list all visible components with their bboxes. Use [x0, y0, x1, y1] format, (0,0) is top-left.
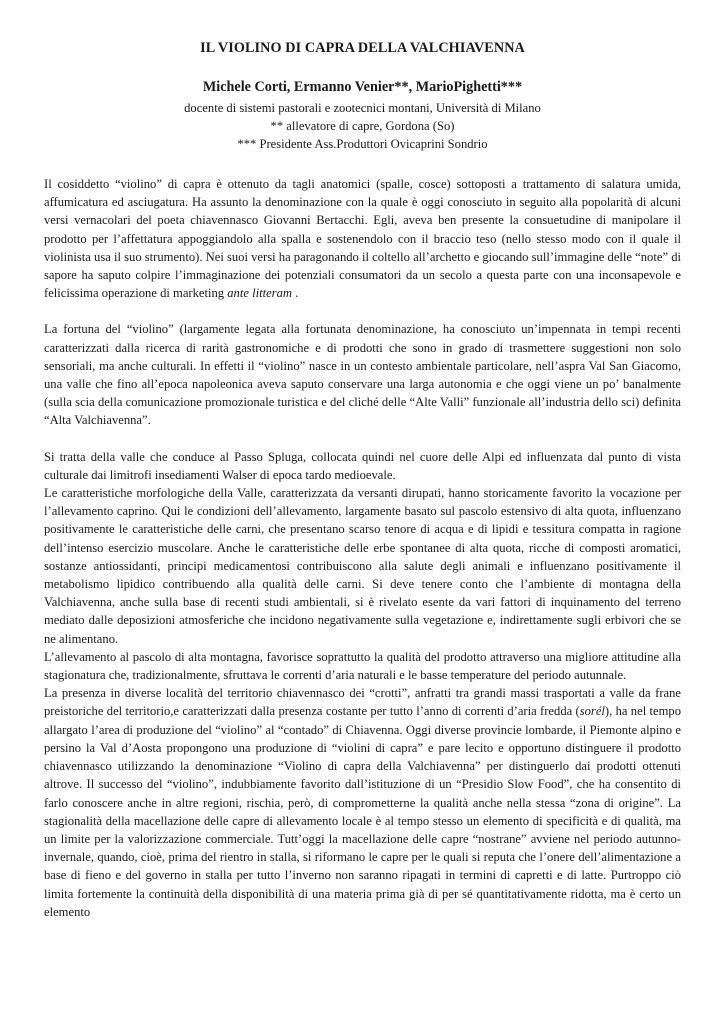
paragraph-4-text: Le caratteristiche morfologiche della Valle, caratterizzata da versanti dirupati, hanno storicamente favorito la vocazione per l’allevamento caprino. Qui le condizioni dell’allevamento, largamente basato sul pascolo estensivo di alta quota, influenzano positivamente le caratteristiche delle carni, che presentano scarso tenore di acqua e di lipidi e tessitura compatta in ragione dell’intenso esercizio muscolare. Anche le caratteristiche delle erbe spontanee di alta quota, ricche di composti aromatici, sostanze antiossidanti, principi medicamentosi contribuiscono alla salute degli animali e influenzano positivamente il metabolismo lipidico contribuendo alla qualità delle carni. Si deve tenere conto che l’ambiente di montagna della Valchiavenna, anche sulla base di recenti studi ambientali, si è rivelato esente da vari fattori di inquinamento del terreno mediato dalle deposizioni atmosferiche che incidono negativamente sulla vegetazione e, indirettamente sugli erbivori che se ne alimentano. — [44, 486, 681, 646]
paragraph-6-italic: sorél — [579, 704, 605, 719]
paragraph-1-text: Il cosiddetto “violino” di capra è ottenuto da tagli anatomici (spalle, cosce) sottoposti a trattamento di salatura umida, affumicatura ed asciugatura. Ha assunto la denominazione con la quale è oggi conosciuto in seguito alla popolarità di alcuni versi vernacolari del poeta chiavennasco Giovanni Bertacchi. Egli, aveva ben presente la consuetudine di manipolare il prodotto per l’affettatura appoggiandolo alla spalla e sostenendolo con il braccio teso (nello stesso modo con il quale il violinista usa il suo strumento). Nei suoi versi ha paragonando il coltello all’archetto e giocando sull’immagine delle “note” di sapore ha saputo colpire l’immaginazione dei potenziali consumatori da un secolo a questa parte con una inconsapevole e felicissima operazione di marketing — [44, 177, 681, 301]
affiliation-3: *** Presidente Ass.Produttori Ovicaprini Sondrio — [237, 137, 488, 151]
paragraph-1-italic: ante litteram — [227, 286, 292, 301]
affiliation-2: ** allevatore di capre, Gordona (So) — [270, 119, 455, 133]
paragraph-3-text: Si tratta della valle che conduce al Passo Spluga, collocata quindi nel cuore delle Alpi ed influenzata dal punto di vista culturale dai limitrofi insediamenti Walser di epoca tardo medioevale. — [44, 449, 681, 482]
paragraph-6-tail: ), ha nel tempo allargato l’area di produzione del “violino” al “contado” di Chiavenna. Oggi diverse provincie lombarde, il Piemonte alpino e persino la Val d’Aosta propongono una produzione di “violini di capra” e pare lecito e opportuno distinguere il prodotto chiavennasco utilizzando la denominazione “Violino di capra della Valchiavenna” per distinguerlo dai prodotti ottenuti altrove. Il successo del “violino”, indubbiamente favorito dall’istituzione di un “Presidio Slow Food”, che ha consentito di farlo conoscere anche in altre regioni, rischia, però, di comprometterne la qualità anche nella stessa “zona di origine”. La stagionalità della macellazione delle capre di allevamento locale è al tempo stesso un elemento di specificità e di qualità, ma un limite per la valorizzazione commerciale. Tutt’oggi la macellazione delle capre “nostrane” avviene nel periodo autunno-invernale, quando, cioè, prima del rientro in stalla, si riformano le capre per le quali si reputa che l’onere dell’alimentazione a base di fieno e del governo in stalla per tutto l’inverno non saranno ripagati in termini di capretti e di latte. Purtroppo ciò limita fortemente la continuità della disponibilità di una materia prima già di per sé quantitativamente ridotta, ma è certo un elemento — [44, 704, 681, 919]
paragraph-1 — [44, 175, 681, 302]
paragraph-4 — [44, 484, 681, 648]
paragraph-5 — [44, 648, 681, 684]
affiliation-1: docente di sistemi pastorali e zootecnici montani, Università di Milano — [184, 101, 541, 115]
authors-line: Michele Corti, Ermanno Venier**, MarioPighetti*** — [202, 79, 523, 95]
affiliations — [44, 99, 681, 153]
body-text — [44, 175, 681, 921]
paragraph-5-text: L’allevamento al pascolo di alta montagna, favorisce soprattutto la qualità del prodotto attraverso una migliore attitudine alla stagionatura che, tradizionalmente, sfruttava le correnti d’aria naturali e le basse temperature del periodo autunnale. — [44, 649, 681, 683]
paragraph-6 — [44, 684, 681, 921]
paragraph-6-text: La presenza in diverse località del territorio chiavennasco dei “crotti”, anfratti tra grandi massi trasportati a valle da frane preistoriche del territorio,e caratterizzati dalla presenza costante per tutto l’anno di correnti d’aria fredda ( — [44, 686, 681, 719]
paragraph-2 — [44, 320, 681, 429]
paragraph-1-tail: . — [291, 286, 299, 301]
document-title: IL VIOLINO DI CAPRA DELLA VALCHIAVENNA — [200, 40, 525, 56]
paragraph-3 — [44, 448, 681, 484]
paragraph-2-text: La fortuna del “violino” (largamente legata alla fortunata denominazione, ha conosciuto un’impennata in tempi recenti caratterizzati dalla ricerca di rarità gastronomiche e di prodotti che sono in grado di trasmettere suggestioni non solo sensoriali, ma anche culturali. In effetti il “violino” nasce in un contesto ambientale particolare, nell’aspra Val San Giacomo, una valle che fino all’epoca napoleonica aveva saputo conservare una larga autonomia e che oggi viene un po’ banalmente (sulla scia della comunicazione promozionale turistica e del cliché delle “Alte Valli” funzionale all’industria dello sci) definita “Alta Valchiavenna”. — [44, 322, 681, 428]
